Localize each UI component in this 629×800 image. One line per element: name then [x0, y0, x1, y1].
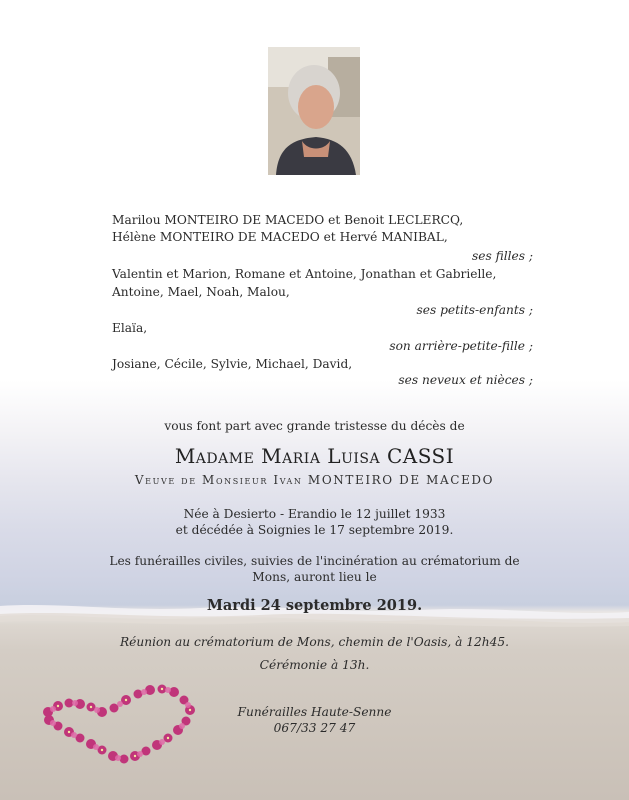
undertaker-name: Funérailles Haute-Senne [237, 705, 392, 719]
meeting-line: Réunion au crématorium de Mons, chemin de l'Oasis, à 12h45. [119, 635, 509, 649]
portrait-photo [268, 47, 360, 175]
grandchildren-line-2: Antoine, Mael, Noah, Malou, [112, 285, 290, 299]
funeral-line-2: Mons, auront lieu le [252, 570, 377, 584]
death-line: et décédée à Soignies le 17 septembre 2019. [175, 523, 454, 537]
flower-heart-icon [36, 682, 198, 766]
nephews-line: Josiane, Cécile, Sylvie, Michael, David, [112, 357, 353, 371]
daughters-label: ses filles ; [472, 249, 533, 263]
daughters-line-2: Hélène MONTEIRO DE MACEDO et Hervé MANIBAL, [112, 230, 448, 244]
funeral-line-1: Les funérailles civiles, suivies de l'incinération au crématorium de [109, 554, 520, 568]
daughters-line-1: Marilou MONTEIRO DE MACEDO et Benoit LECLERCQ, [112, 213, 464, 227]
deceased-name: Madame Maria Luisa CASSI [174, 444, 455, 468]
ceremony-line: Cérémonie à 13h. [259, 658, 370, 672]
announcement-intro: vous font part avec grande tristesse du décès de [164, 419, 465, 433]
grandchildren-line-1: Valentin et Marion, Romane et Antoine, Jonathan et Gabrielle, [112, 267, 497, 281]
widow-of-line: Veuve de Monsieur Ivan MONTEIRO DE MACEDO [134, 473, 495, 487]
nephews-label: ses neveux et nièces ; [398, 373, 533, 387]
birth-line: Née à Desierto - Erandio le 12 juillet 1933 [183, 507, 446, 521]
great-grandchild-line: Elaïa, [112, 321, 148, 335]
undertaker-phone: 067/33 27 47 [273, 721, 356, 735]
grandchildren-label: ses petits-enfants ; [416, 303, 533, 317]
funeral-date: Mardi 24 septembre 2019. [206, 597, 423, 614]
great-grandchild-label: son arrière-petite-fille ; [389, 339, 533, 353]
